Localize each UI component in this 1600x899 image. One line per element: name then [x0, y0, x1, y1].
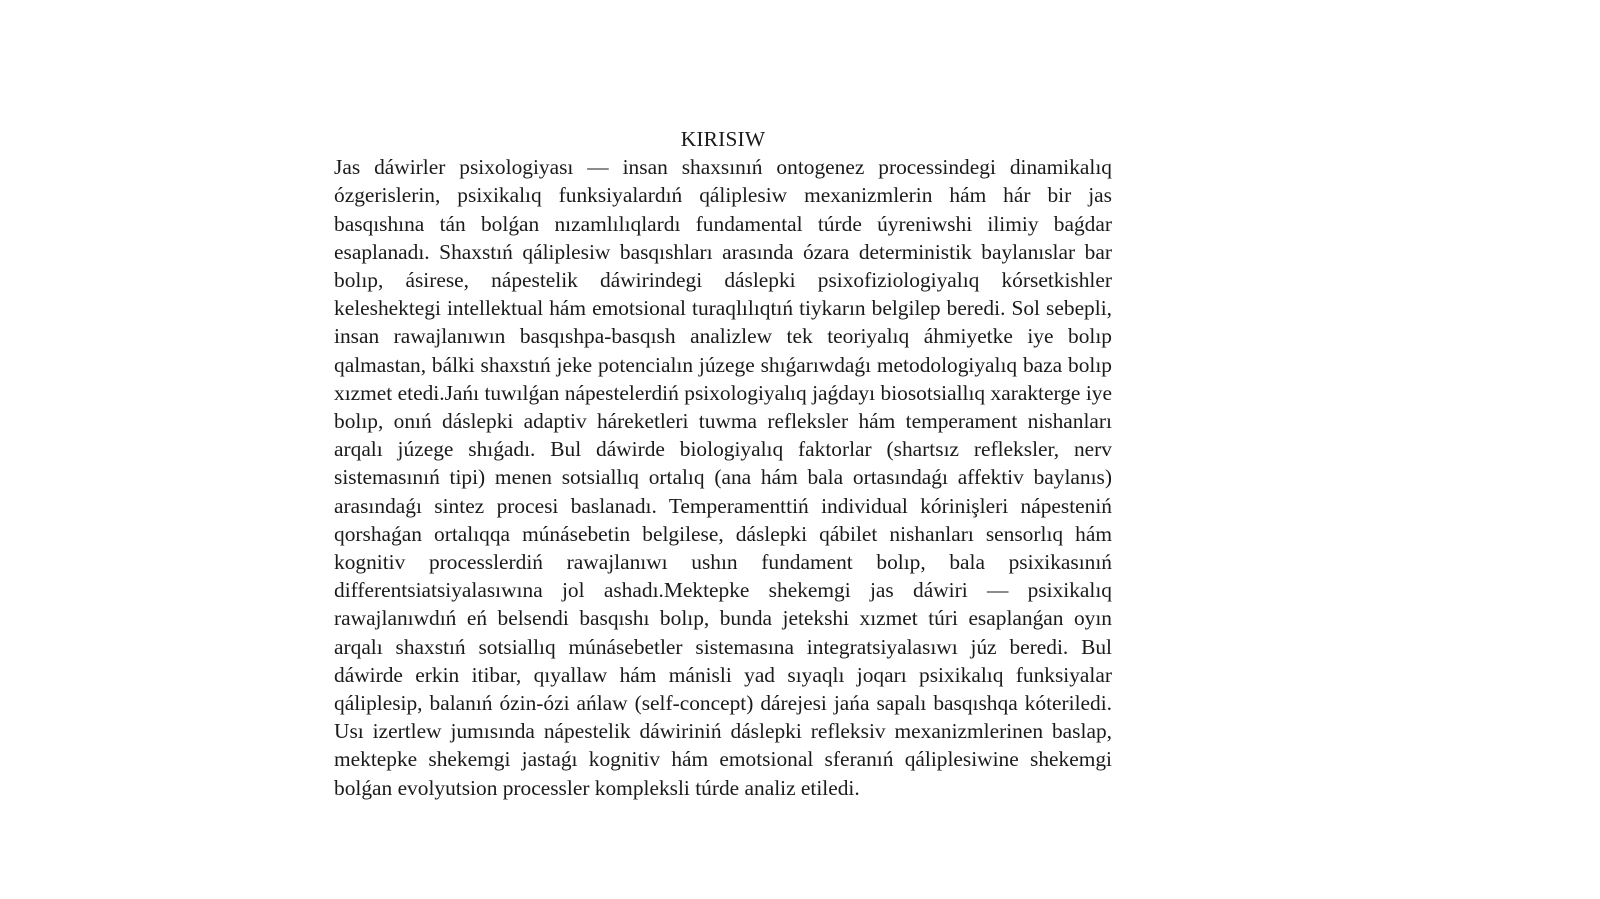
- text-block: [334, 125, 1112, 802]
- page-title: KIRISIW: [680, 127, 766, 151]
- body-paragraph: Jas dáwirler psixologiyası — insan shaxsınıń ontogenez processindegi dinamikalıq ózgerislerin, psixikalıq funksiyalardıń qáliplesiw mexanizmlerin hám hár bir jas basqıshına tán bolǵan nızamlılıqlardı fundamental túrde úyreniwshi ilimiy baǵdar esaplanadı. Shaxstıń qáliplesiw basqıshları arasında ózara deterministik baylanıslar bar bolıp, ásirese, nápestelik dáwirindegi dáslepki psixofiziologiyalıq kórsetkishler keleshektegi intellektual hám emotsional turaqlılıqtıń tiykarın belgilep beredi. Sol sebepli, insan rawajlanıwın basqıshpa-basqısh analizlew tek teoriyalıq áhmiyetke iye bolıp qalmastan, bálki shaxstıń jeke potencialın júzege shıǵarıwdaǵı metodologiyalıq baza bolıp xızmet etedi.Jańı tuwılǵan nápestelerdiń psixologiyalıq jaǵdayı biosotsiallıq xarakterge iye bolıp, onıń dáslepki adaptiv háreketleri tuwma refleksler hám temperament nishanları arqalı júzege shıǵadı. Bul dáwirde biologiyalıq faktorlar (shartsız refleksler, nerv sistemasınıń tipi) menen sotsiallıq ortalıq (ana hám bala ortasındaǵı affektiv baylanıs) arasındaǵı sintez procesi baslanadı. Temperamenttiń individual kórinişleri nápesteniń qorshaǵan ortalıqqa múnásebetin belgilese, dáslepki qábilet nishanları sensorlıq hám kognitiv processlerdiń rawajlanıwı ushın fundament bolıp, bala psixikasınıń differentsiatsiyalasıwına jol ashadı.Mektepke shekemgi jas dáwiri — psixikalıq rawajlanıwdıń eń belsendi basqıshı bolıp, bunda jetekshi xızmet túri esaplanǵan oyın arqalı shaxstıń sotsiallıq múnásebetler sistemasına integratsiyalasıwı júz beredi. Bul dáwirde erkin itibar, qıyallaw hám mánisli yad sıyaqlı joqarı psixikalıq funksiyalar qáliplesip, balanıń ózin-ózi ańlaw (self-concept) dárejesi jańa sapalı basqıshqa kóteriledi. Usı izertlew jumısında nápestelik dáwiriniń dáslepki refleksiv mexanizmlerinen baslap, mektepke shekemgi jastaǵı kognitiv hám emotsional sferanıń qáliplesiwine shekemgi bolǵan evolyutsion processler kompleksli túrde analiz etiledi.: [334, 155, 1112, 800]
